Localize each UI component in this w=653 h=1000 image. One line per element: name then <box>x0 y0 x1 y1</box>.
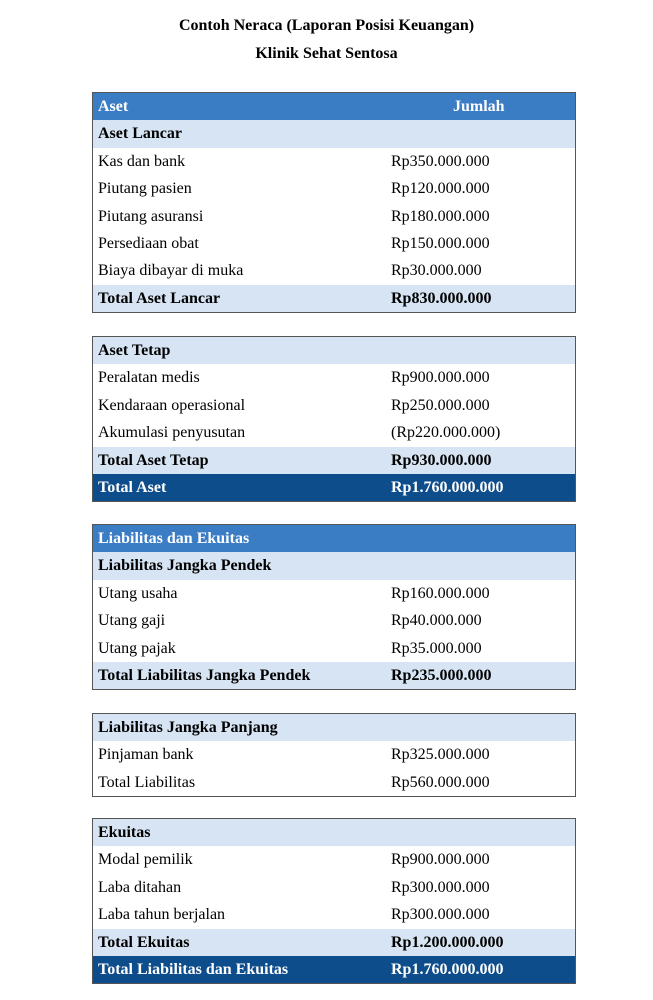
table-row <box>93 635 575 662</box>
table-header <box>93 525 575 552</box>
table-equity <box>92 818 576 984</box>
section-label: Liabilitas Jangka Panjang <box>98 719 278 736</box>
row-label: Utang pajak <box>98 639 176 657</box>
row-value: Rp120.000.000 <box>391 180 490 198</box>
table-row <box>93 901 575 928</box>
row-value: Rp900.000.000 <box>391 851 490 869</box>
table-row <box>93 419 575 446</box>
grand-total-label: Total Aset <box>98 478 167 496</box>
row-value: Rp160.000.000 <box>391 584 490 602</box>
table-row <box>93 741 575 768</box>
section-heading <box>93 120 575 147</box>
row-label: Laba tahun berjalan <box>98 906 226 924</box>
table-row <box>93 175 575 202</box>
section-label: Aset Tetap <box>98 342 171 359</box>
row-label: Piutang asuransi <box>98 207 204 225</box>
row-label: Pinjaman bank <box>98 746 194 764</box>
row-value: Rp900.000.000 <box>391 369 490 387</box>
table-row <box>93 148 575 175</box>
row-value: Rp350.000.000 <box>391 152 490 170</box>
row-label: Akumulasi penyusutan <box>98 424 246 442</box>
total-row <box>93 447 575 474</box>
row-value: Rp40.000.000 <box>391 612 482 630</box>
table-row <box>93 769 575 796</box>
section-heading <box>93 819 575 846</box>
table-row <box>93 607 575 634</box>
row-value: Rp250.000.000 <box>391 396 490 414</box>
table-fixed-assets <box>92 336 576 502</box>
row-label: Biaya dibayar di muka <box>98 262 244 280</box>
row-label: Kas dan bank <box>98 152 186 170</box>
grand-total-value: Rp1.760.000.000 <box>391 478 504 496</box>
table-row <box>93 364 575 391</box>
total-row <box>93 285 575 312</box>
section-label: Aset Lancar <box>98 125 182 143</box>
row-label: Utang usaha <box>98 584 178 602</box>
row-label: Persediaan obat <box>98 234 199 252</box>
grand-total-row <box>93 956 575 983</box>
table-long-term-liabilities <box>92 713 576 797</box>
row-label: Modal pemilik <box>98 851 193 869</box>
total-label: Total Aset Tetap <box>98 451 209 469</box>
section-label: Liabilitas Jangka Pendek <box>98 557 272 575</box>
document-title: Contoh Neraca (Laporan Posisi Keuangan) <box>178 17 475 34</box>
row-label: Piutang pasien <box>98 180 192 198</box>
header-amount-label: Jumlah <box>453 98 505 115</box>
total-value: Rp235.000.000 <box>391 666 492 684</box>
row-value: (Rp220.000.000) <box>391 424 501 442</box>
row-label: Total Liabilitas <box>98 773 196 791</box>
table-row <box>93 874 575 901</box>
grand-total-label: Total Liabilitas dan Ekuitas <box>98 960 289 978</box>
total-row <box>93 929 575 956</box>
total-label: Total Ekuitas <box>98 933 190 951</box>
document-subtitle: Klinik Sehat Sentosa <box>255 45 398 62</box>
section-heading <box>93 337 575 364</box>
row-value: Rp325.000.000 <box>391 746 490 764</box>
section-heading <box>93 552 575 579</box>
total-label: Total Liabilitas Jangka Pendek <box>98 666 311 684</box>
total-row <box>93 662 575 689</box>
table-short-term-liabilities <box>92 524 576 690</box>
row-label: Kendaraan operasional <box>98 396 246 414</box>
row-label: Utang gaji <box>98 612 166 630</box>
table-row <box>93 230 575 257</box>
row-value: Rp180.000.000 <box>391 207 490 225</box>
table-current-assets <box>92 92 576 313</box>
table-row <box>93 203 575 230</box>
table-row <box>93 392 575 419</box>
row-value: Rp35.000.000 <box>391 639 482 657</box>
row-value: Rp560.000.000 <box>391 773 490 791</box>
section-heading <box>93 714 575 741</box>
total-value: Rp930.000.000 <box>391 451 492 469</box>
row-label: Laba ditahan <box>98 878 182 896</box>
table-row <box>93 580 575 607</box>
table-header <box>93 93 575 120</box>
header-label: Aset <box>98 98 129 115</box>
section-label: Ekuitas <box>98 824 151 841</box>
total-label: Total Aset Lancar <box>98 289 221 307</box>
table-row <box>93 846 575 873</box>
row-value: Rp30.000.000 <box>391 262 482 280</box>
grand-total-row <box>93 474 575 501</box>
table-row <box>93 257 575 284</box>
row-label: Peralatan medis <box>98 369 200 387</box>
total-value: Rp1.200.000.000 <box>391 933 504 951</box>
row-value: Rp300.000.000 <box>391 878 490 896</box>
row-value: Rp300.000.000 <box>391 906 490 924</box>
grand-total-value: Rp1.760.000.000 <box>391 960 504 978</box>
row-value: Rp150.000.000 <box>391 234 490 252</box>
header-label: Liabilitas dan Ekuitas <box>98 530 250 547</box>
total-value: Rp830.000.000 <box>391 289 492 307</box>
